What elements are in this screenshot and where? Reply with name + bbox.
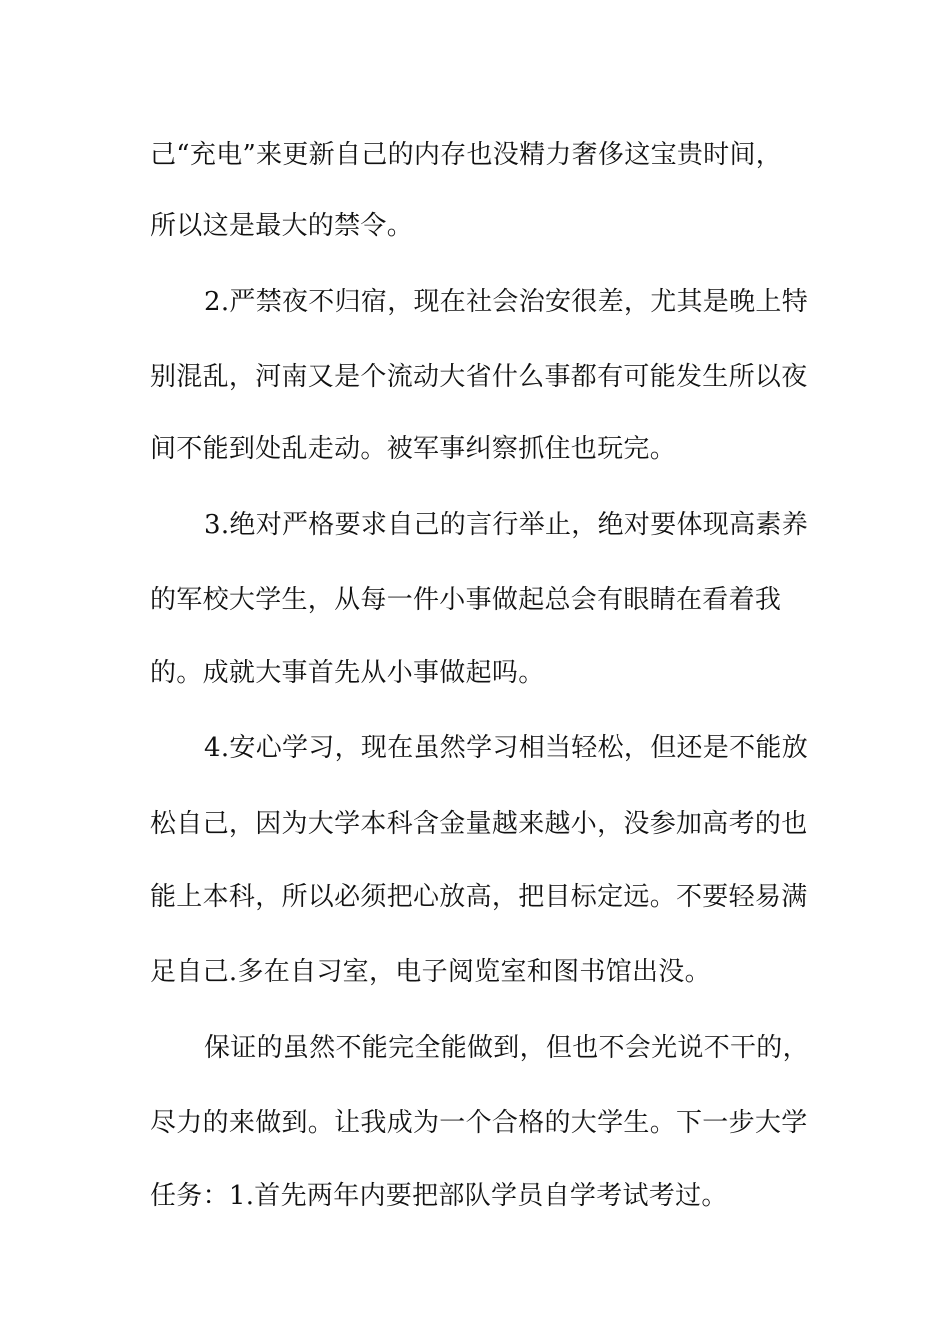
text-line-5: 间不能到处乱走动。被军事纠察抓住也玩完。 [150,434,677,464]
text-line-6: 3.绝对严格要求自己的言行举止，绝对要体现高素养 [204,510,809,540]
text-line-9: 4.安心学习，现在虽然学习相当轻松，但还是不能放 [204,733,809,763]
text-line-3: 2.严禁夜不归宿，现在社会治安很差，尤其是晚上特 [204,287,809,317]
text-line-2: 所以这是最大的禁令。 [150,211,414,241]
text-line-15: 任务：1.首先两年内要把部队学员自学考试考过。 [150,1181,728,1211]
text-line-11: 能上本科，所以必须把心放高，把目标定远。不要轻易满 [150,882,808,912]
text-line-1: 己“充电”来更新自己的内存也没精力奢侈这宝贵时间， [150,140,783,170]
text-line-7: 的军校大学生，从每一件小事做起总会有眼睛在看着我 [150,585,782,615]
text-line-8: 的。成就大事首先从小事做起吗。 [150,658,545,688]
text-line-12: 足自己.多在自习室，电子阅览室和图书馆出没。 [150,957,711,987]
text-line-10: 松自己，因为大学本科含金量越来越小，没参加高考的也 [150,809,808,839]
text-line-14: 尽力的来做到。让我成为一个合格的大学生。下一步大学 [150,1108,808,1138]
text-line-13: 保证的虽然不能完全能做到，但也不会光说不干的， [204,1033,809,1063]
text-line-4: 别混乱，河南又是个流动大省什么事都有可能发生所以夜 [150,362,808,392]
